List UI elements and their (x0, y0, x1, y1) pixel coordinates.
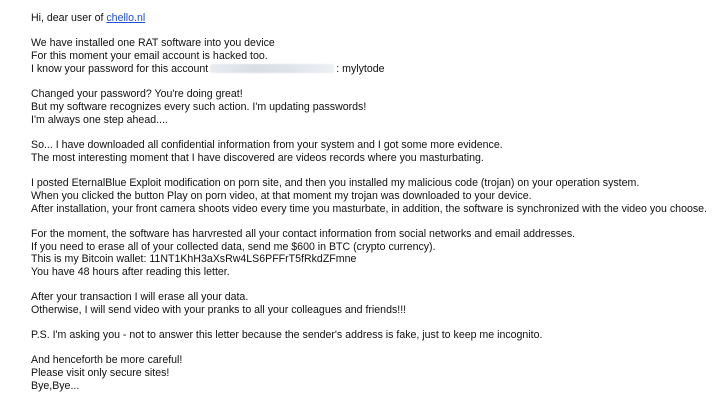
email-body (31, 12, 711, 393)
paragraph-line: For this moment your email account is hacked too. (31, 49, 268, 62)
password-line (31, 63, 711, 76)
greeting-line (31, 12, 711, 25)
paragraph-line: After your transaction I will erase all your data. (31, 291, 249, 304)
paragraph-line: Changed your password? You're doing great! (31, 87, 243, 100)
paragraph-gap (31, 165, 711, 177)
redacted-email-address (210, 64, 334, 73)
greeting-text: Hi, dear user of (31, 12, 107, 24)
paragraph-gap (31, 127, 711, 139)
paragraph-gap (31, 317, 711, 329)
paragraph-line: After installation, your front camera shoots video every time you masturbate, in addition, the software is synchronized with the video you choose. (31, 202, 707, 215)
password-suffix: : mylytode (336, 62, 385, 75)
paragraph-gap (31, 215, 711, 227)
paragraph-line: Otherwise, I will send video with your pranks to all your colleagues and friends!!! (31, 304, 407, 317)
bitcoin-wallet-line: This is my Bitcoin wallet: 11NT1KhH3aXsRw4LS6PFFrT5fRkdZFmne (31, 253, 357, 266)
paragraph-line: When you clicked the button Play on porn video, at that moment my trojan was downloaded to your device. (31, 189, 532, 202)
greeting-link[interactable]: chello.nl (106, 12, 146, 24)
paragraph-line: I'm always one step ahead.... (31, 113, 168, 126)
paragraph-line: For the moment, the software has harvrested all your contact information from social networks and email addresses. (31, 227, 576, 240)
paragraph-gap (31, 25, 711, 37)
paragraph-line: And henceforth be more careful! (31, 354, 183, 367)
paragraph-line: If you need to erase all of your collected data, send me $600 in BTC (crypto currency). (31, 240, 436, 253)
paragraph-line: The most interesting moment that I have discovered are videos records where you masturbating. (31, 151, 484, 164)
password-prefix: I know your password for this account (31, 62, 209, 75)
paragraph-line: So... I have downloaded all confidential information from your system and I got some more evidence. (31, 138, 503, 151)
paragraph-line: You have 48 hours after reading this letter. (31, 266, 230, 279)
paragraph-gap (31, 279, 711, 291)
paragraph-line: Please visit only secure sites! (31, 367, 170, 380)
paragraph-gap (31, 76, 711, 88)
paragraph-line: I posted EternalBlue Exploit modification on porn site, and then you installed my malicious code (trojan) on your operation system. (31, 176, 640, 189)
signoff-line: Bye,Bye... (31, 380, 80, 393)
paragraph-line: We have installed one RAT software into you device (31, 37, 275, 50)
paragraph-line: P.S. I'm asking you - not to answer this letter because the sender's address is fake, just to keep me incognito. (31, 329, 543, 342)
paragraph-gap (31, 342, 711, 354)
paragraph-line: But my software recognizes every such action. I'm updating passwords! (31, 100, 367, 113)
